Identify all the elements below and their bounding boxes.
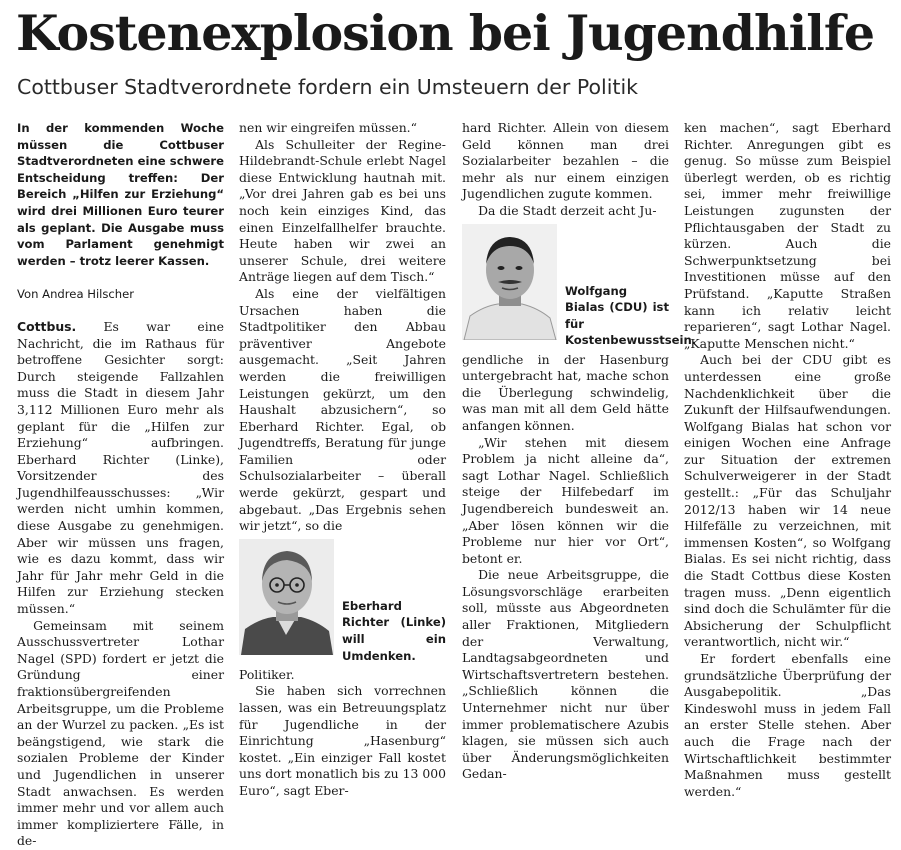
- body-paragraph: Da die Stadt derzeit acht Ju-: [478, 202, 657, 218]
- body-paragraph: nen wir eingreifen müssen.“: [239, 120, 417, 135]
- author-byline: Von Andrea Hilscher: [17, 287, 135, 302]
- body-paragraph: Als eine der vielfältigen Ursachen haben die Stadtpolitiker den Abbau präventiver Angebote ausgemacht. „Seit Jahren werden die freiwilligen Leistungen gekürzt, um den Haushalt abzusichern“, so Eberhard Richter. Egal, ob Jugendtreffs, Beratung für junge Familien oder Schulsozialarbeiter – überall werde gekürzt, gespart und abgebaut. „Das Ergebnis sehen wir jetzt“, so die: [239, 285, 446, 534]
- body-paragraph: Politiker.: [239, 666, 295, 682]
- column-4: [684, 120, 891, 800]
- body-paragraph: Als Schulleiter der Regine-Hildebrandt-Schule erlebt Nagel diese Entwicklung hautnah mit. „Vor drei Jahren gab es bei uns noch kein einziges Kind, das einen Einzelfallhelfer brauchte. Heute haben wir zwei an unserer Schule, drei weitere Anträge liegen auf dem Tisch.“: [239, 136, 446, 285]
- body-paragraph: [17, 319, 224, 618]
- portrait-photo: [239, 539, 334, 655]
- body-text: Es war eine Nachricht, die im Rathaus für betroffene Gesichter sorgt: Durch steigende Fallzahlen muss die Stadt in diesem Jahr 3,112 Millionen Euro mehr als geplant für die „Hilfen zur Erziehung“ aufbringen. Eberhard Richter (Linke), Vorsitzender des Jugendhilfeausschusses: „Wir werden nicht umhin kommen, diese Ausgabe zu genehmigen. Aber wir müssen uns fragen, wie es dazu kommt, dass wir Jahr für Jahr mehr Geld in die Hilfen zur Erziehung stecken müssen.“: [17, 318, 224, 617]
- dateline: Cottbus.: [17, 318, 77, 334]
- body-paragraph: Sie haben sich vorrechnen lassen, was ein Betreuungsplatz für Jugendliche in der Einrichtung „Hasenburg“ kostet. „Ein einziger Fall kostet uns dort monatlich bis zu 13 000 Euro“, sagt Eber-: [239, 683, 446, 798]
- body-paragraph: ken machen“, sagt Eberhard Richter. Anregungen gibt es genug. So müsse zum Beispiel überlegt werden, ob es richtig sei, immer mehr freiwillige Leistungen zugunsten der Pflichtausgaben der Stadt zu kürzen. Auch die Schwerpunktsetzung bei Investitionen müsse auf den Prüfstand. „Kaputte Straßen kann ich relativ leicht reparieren“, sagt Lothar Nagel. „Kaputte Menschen nicht.“: [684, 120, 891, 351]
- figure-eberhard-richter: [239, 539, 446, 661]
- body-paragraph: Gemeinsam mit seinem Ausschussvertreter Lothar Nagel (SPD) fordert er jetzt die Gründung einer fraktionsübergreifenden Arbeitsgruppe, um die Probleme an der Wurzel zu packen. „Es ist beängstigend, wie stark die sozialen Probleme der Kinder und Jugendlichen in unserer Stadt anwachsen. Es werden immer mehr und vor allem auch immer kompliziertere Fälle, in de-: [17, 617, 224, 849]
- column-1: [17, 120, 224, 850]
- subheadline: Cottbuser Stadtverordnete fordern ein Umsteuern der Politik: [17, 75, 639, 99]
- body-paragraph: „Wir stehen mit diesem Problem ja nicht alleine da“, sagt Lothar Nagel. Schließlich steige der Hilfebedarf im Jugendbereich bundesweit an. „Aber lösen können wir die Probleme nur hier vor Ort“, betont er.: [462, 434, 669, 566]
- body-paragraph: Die neue Arbeitsgruppe, die Lösungsvorschläge erarbeiten soll, müsste aus Abgeordneten aller Fraktionen, Mitgliedern der Verwaltung, Landtagsabgeordneten und Wirtschaftsvertretern bestehen. „Schließlich können die Unternehmer nicht nur über immer problematischere Azubis klagen, sie müssen sich auch über Änderungsmöglichkeiten Gedan-: [462, 567, 669, 782]
- body-paragraph: hard Richter. Allein von diesem Geld können man drei Sozialarbeiter bezahlen – die mehr als nur einem einzigen Jugendlichen zugute kommen.: [462, 120, 669, 202]
- body-paragraph: Auch bei der CDU gibt es unterdessen eine große Nachdenklichkeit über die Zukunft der Hilfsaufwendungen. Wolfgang Bialas hat schon vor einigen Wochen eine Anfrage zur Situation der extremen Schulverweigerer in der Stadt gestellt.: „Für das Schuljahr 2012/13 haben wir 14 neue Hilfefälle zu verzeichnen, mit immensen Kosten“, so Wolfgang Bialas. Es sei nicht richtig, dass die Stadt Cottbus diese Kosten tragen muss. „Denn eigentlich sind doch die Schulämter für die Absicherung der Schulpflicht verantwortlich, nicht wir.“: [684, 352, 891, 650]
- body-paragraph: gendliche in der Hasenburg untergebracht hat, mache schon die Überlegung schwindelig, was man mit all dem Geld hätte anfangen können.: [462, 351, 669, 433]
- column-2: [239, 120, 446, 800]
- figure-wolfgang-bialas: [462, 224, 697, 348]
- portrait-photo: [462, 224, 557, 340]
- lead-paragraph: In der kommenden Woche müssen die Cottbuser Stadtverordneten eine schwere Entscheidung treffen: Der Bereich „Hilfen zur Erziehung“ wird drei Millionen Euro teurer als geplant. Die Ausgabe muss vom Parlament genehmigt werden – trotz leerer Kassen.: [17, 121, 224, 268]
- headline: Kostenexplosion bei Jugendhilfe: [16, 4, 875, 62]
- column-3: [462, 120, 697, 783]
- photo-caption: Wolfgang Bialas (CDU) ist für Kostenbewusstsein.: [565, 283, 697, 348]
- body-paragraph: Er fordert ebenfalls eine grundsätzliche Überprüfung der Ausgabepolitik. „Das Kindeswohl muss in jedem Fall an erster Stelle stehen. Aber auch die Frage nach der Wirtschaftlichkeit bestimmter Maßnahmen muss gestellt werden.“: [684, 651, 891, 799]
- photo-caption: Eberhard Richter (Linke) will ein Umdenken.: [342, 598, 446, 663]
